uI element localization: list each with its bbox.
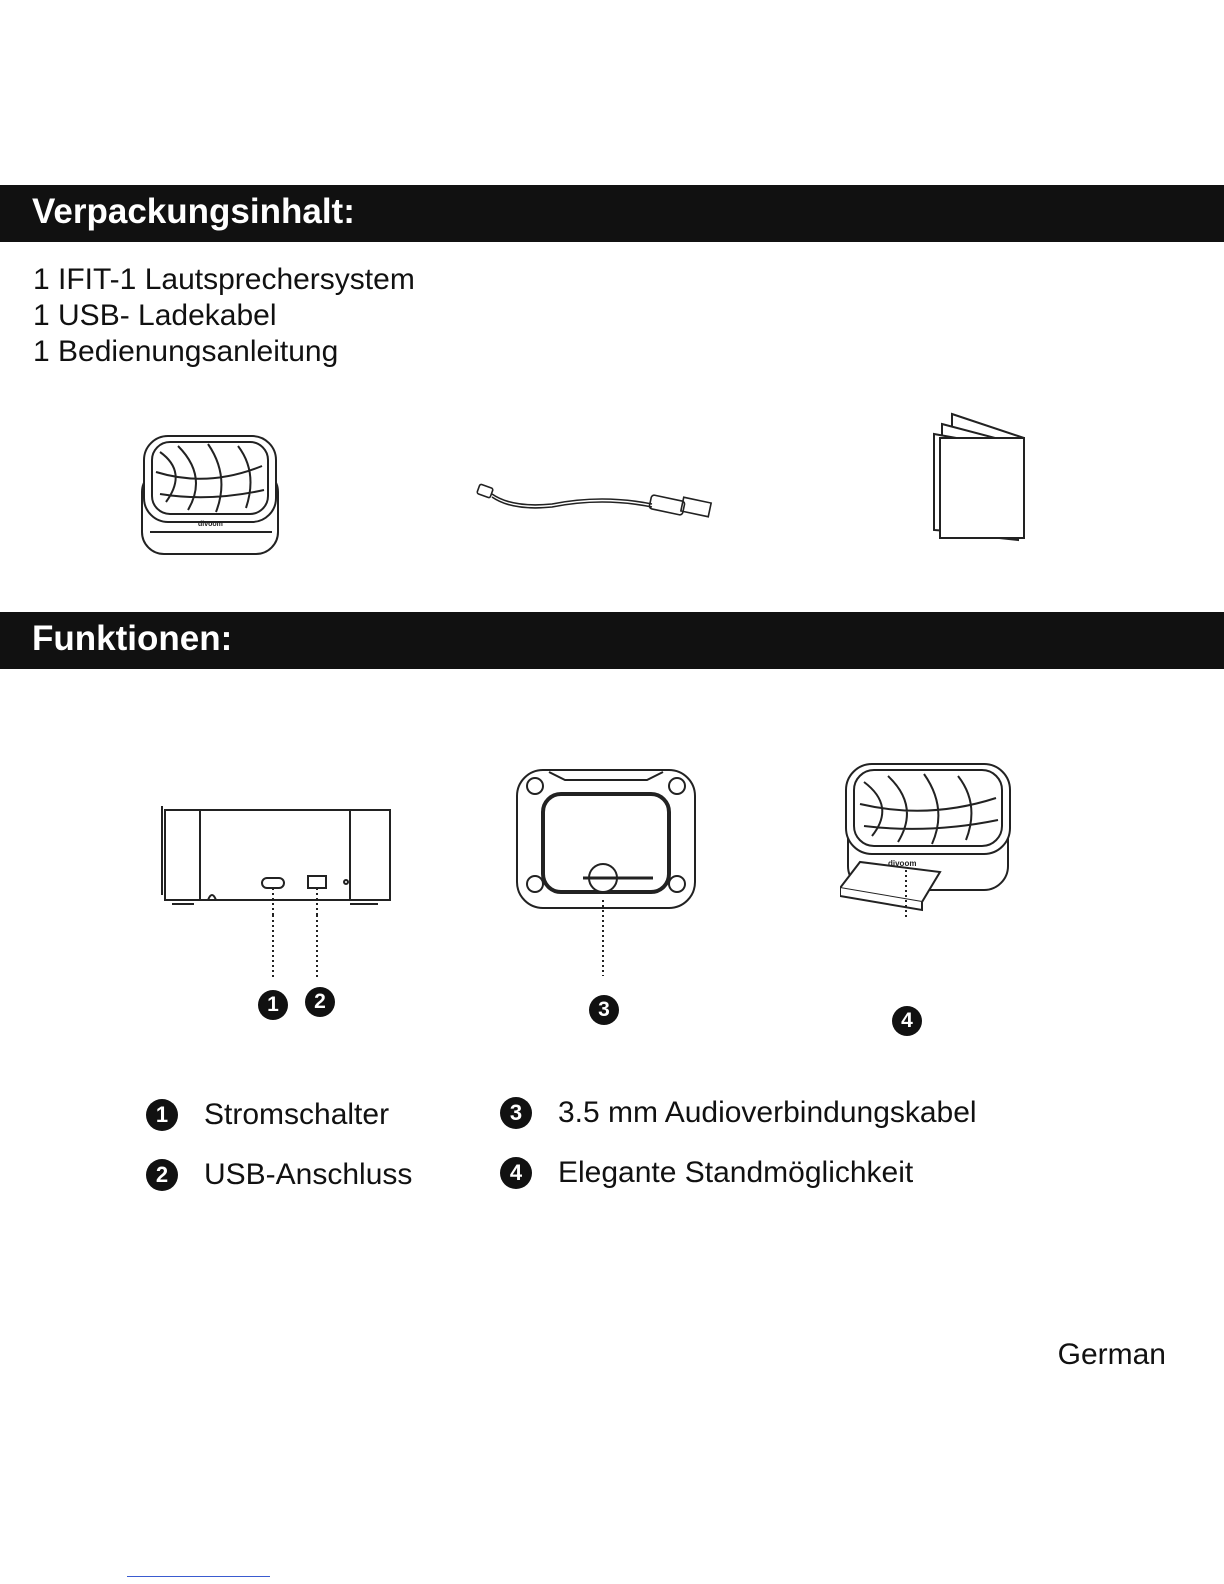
brand-mark: divoom: [198, 521, 223, 528]
legend-label: 3.5 mm Audioverbindungskabel: [558, 1096, 977, 1129]
speaker-side-view-illustration: [150, 800, 400, 915]
footer-divider: [127, 1576, 270, 1577]
language-label: German: [1057, 1338, 1166, 1371]
legend-label: USB-Anschluss: [204, 1158, 413, 1191]
legend-number: 2: [146, 1159, 178, 1191]
callout-4: 4: [892, 1006, 922, 1036]
legend-label: Elegante Standmöglichkeit: [558, 1156, 914, 1189]
list-item: 1 Bedienungsanleitung: [33, 335, 339, 368]
speaker-bottom-view-illustration: [513, 766, 701, 916]
callout-2: 2: [305, 987, 335, 1017]
speaker-stand-view-illustration: [840, 760, 1020, 920]
legend-item-audio-cable: [500, 1096, 977, 1130]
legend-label: Stromschalter: [204, 1098, 390, 1131]
callout-1: 1: [258, 990, 288, 1020]
legend-number: 1: [146, 1099, 178, 1131]
brand-mark: divoom: [888, 859, 917, 868]
usb-cable-illustration: [472, 476, 720, 536]
speaker-illustration: [138, 432, 283, 562]
section-title-contents: Verpackungsinhalt:: [32, 192, 355, 231]
legend-item-stand: [500, 1156, 913, 1190]
list-item: 1 IFIT-1 Lautsprechersystem: [33, 263, 415, 296]
manual-illustration: [928, 408, 1034, 548]
section-title-functions: Funktionen:: [32, 619, 233, 658]
list-item: 1 USB- Ladekabel: [33, 299, 277, 332]
legend-number: 3: [500, 1097, 532, 1129]
legend-item-power-switch: [146, 1098, 389, 1132]
section-header-contents: [0, 185, 1224, 242]
callout-3: 3: [589, 995, 619, 1025]
callout-leaders-1-2: [270, 915, 330, 985]
package-contents-list: [33, 262, 415, 370]
callout-leader-3: [600, 900, 608, 980]
legend-item-usb-port: [146, 1158, 412, 1192]
section-header-functions: [0, 612, 1224, 669]
legend-number: 4: [500, 1157, 532, 1189]
